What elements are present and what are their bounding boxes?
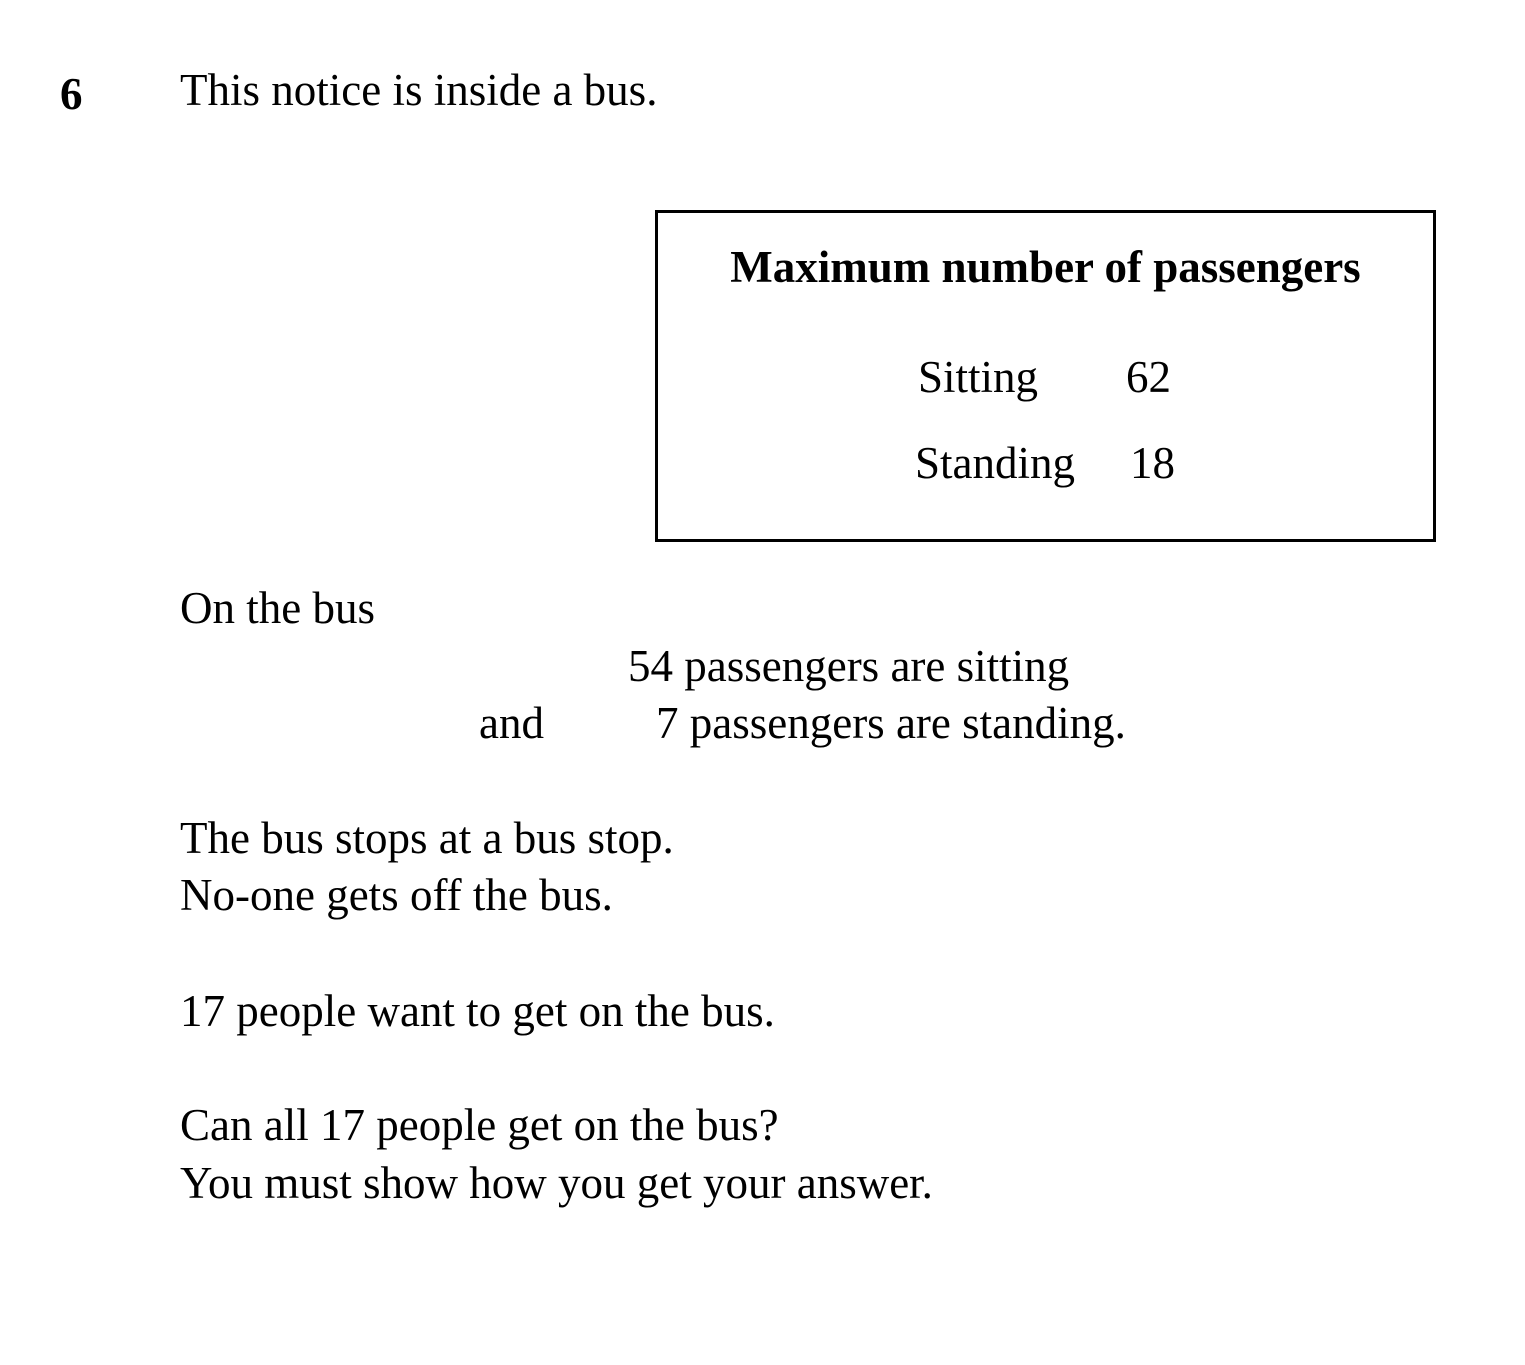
bus-notice-box: [655, 210, 1436, 542]
notice-standing-label: Standing: [915, 438, 1076, 488]
standing-passengers-text: 7 passengers are standing.: [656, 698, 1126, 748]
notice-sitting-value: 62: [1126, 352, 1171, 402]
notice-title: Maximum number of passengers: [730, 242, 1361, 292]
on-the-bus-text: On the bus: [180, 583, 375, 633]
sitting-passengers-text: 54 passengers are sitting: [628, 641, 1070, 691]
question-intro: This notice is inside a bus.: [180, 65, 658, 115]
people-want-text: 17 people want to get on the bus.: [180, 986, 775, 1036]
bus-stop-text: The bus stops at a bus stop.: [180, 813, 674, 863]
notice-standing-value: 18: [1130, 438, 1175, 488]
notice-sitting-label: Sitting: [918, 352, 1039, 402]
no-one-off-text: No-one gets off the bus.: [180, 870, 613, 920]
question-text: Can all 17 people get on the bus?: [180, 1100, 779, 1150]
instruction-text: You must show how you get your answer.: [180, 1158, 933, 1208]
question-number: 6: [60, 69, 83, 119]
and-text: and: [479, 698, 544, 748]
